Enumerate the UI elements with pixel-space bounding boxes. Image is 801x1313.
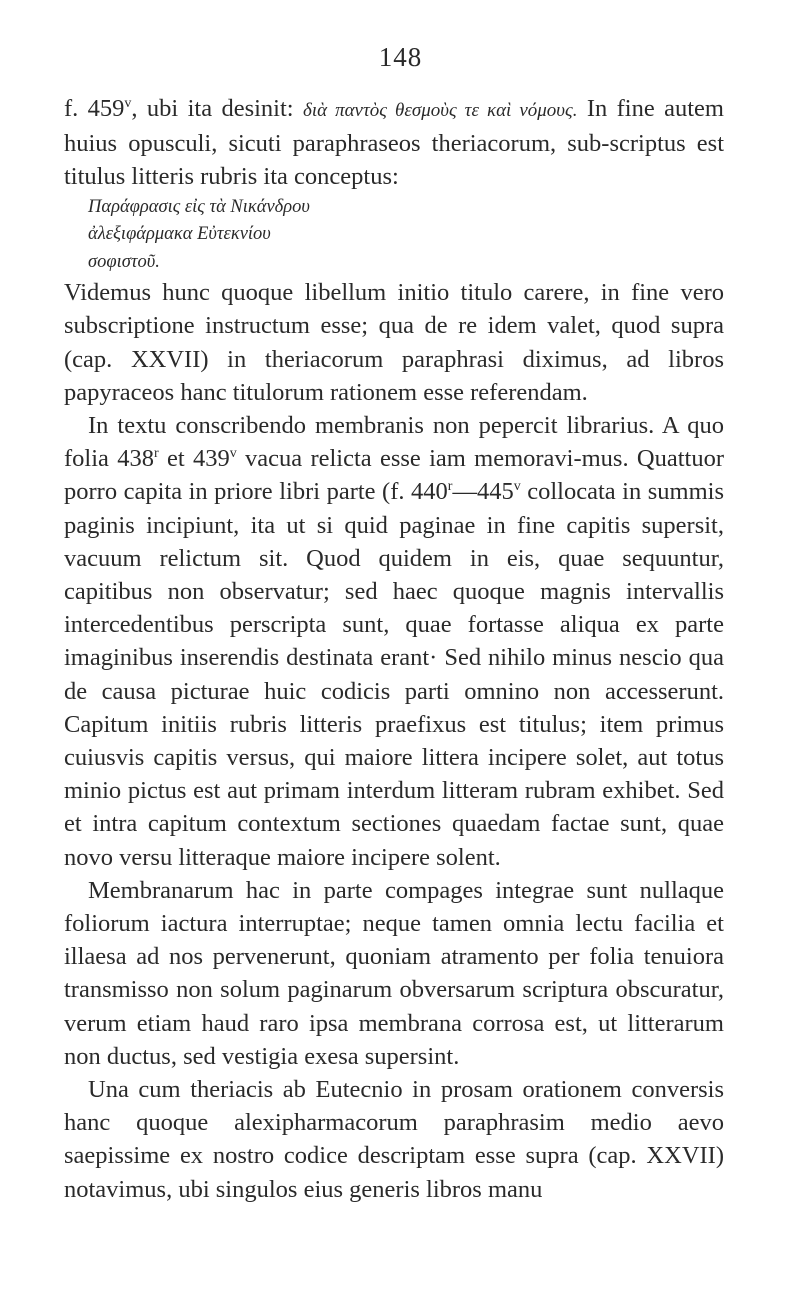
paragraph-3: In textu conscribendo membranis non pepercit librarius. A quo folia 438$^r$ et 439$^v$ vacua relicta esse iam memoravi-mus. Quattuor porro capita in priore libri parte (f. 440$^r$—445$^v$ collocata in summis paginis incipiunt, ita ut si quid paginae in fine capitis supersit, vacuum relictum sit. Quod quidem in eis, quae sequuntur, capitibus non observatur; sed haec quoque magnis intervallis intercedentibus perscripta sunt, quae fortasse aliqua ex parte imaginibus inserendis destinata erant· Sed nihilo minus nescio qua de causa picturae huic codicis parti omnino non accesserunt. Capitum initiis rubris litteris praefixus est titulus; item primus cuiusvis capitis versus, qui maiore littera incipere solet, aut totus minio pictus est aut primam interdum litteram rubram exhibet. Sed et intra capitum contextum sectiones quaedam factae sunt, quae novo versu litteraque maiore incipere solent. bbox=[64, 411, 724, 871]
page-number: 148 bbox=[378, 42, 423, 72]
paragraph-5: Una cum theriacis ab Eutecnio in prosam orationem conversis hanc quoque alexipharmacorum paraphrasim medio aevo saepissime ex nostro codice descriptam esse supra (cap. XXVII) notavimus, ubi singulos eius generis libros manu bbox=[64, 1075, 724, 1203]
paragraph-2: Videmus hunc quoque libellum initio titulo carere, in fine vero subscriptione instructum esse; qua de re idem valet, quod supra (cap. XXVII) in theriacorum paraphrasi diximus, ad libros papyraceos hanc titulorum rationem esse referendam. bbox=[64, 279, 724, 406]
greek-quote: διὰ παντὸς θεσμοὺς τε καὶ νόμους. bbox=[302, 100, 578, 121]
paragraph-4: Membranarum hac in parte compages integrae sunt nullaque foliorum iactura interruptae; neque tamen omnia lectu facilia et illaesa ad nos pervenerunt, quoniam atramento per folia tenuiora transmisso non solum paginarum obversarum scriptura obscuratur, verum etiam haud raro ipsa membrana corrosa est, ut litterarum non ductus, sed vestigia exesa supersint. bbox=[64, 876, 724, 1070]
greek-title-line-1: Παράφρασις εἰς τὰ Νικάνδρου bbox=[88, 196, 310, 217]
greek-title-line-3: σοφιστοῦ. bbox=[88, 251, 160, 272]
paragraph-1: f. 459$^v$, ubi ita desinit: διὰ παντὸς θεσμοὺς τε καὶ νόμους. In fine autem huius opusculi, sicuti paraphraseos theriacorum, sub-scriptus est titulus litteris rubris ita conceptus: bbox=[64, 95, 724, 191]
greek-title-line-2: ἀλεξιφάρμακα Εὐτεκνίου bbox=[88, 224, 271, 245]
body-text bbox=[64, 92, 724, 1206]
